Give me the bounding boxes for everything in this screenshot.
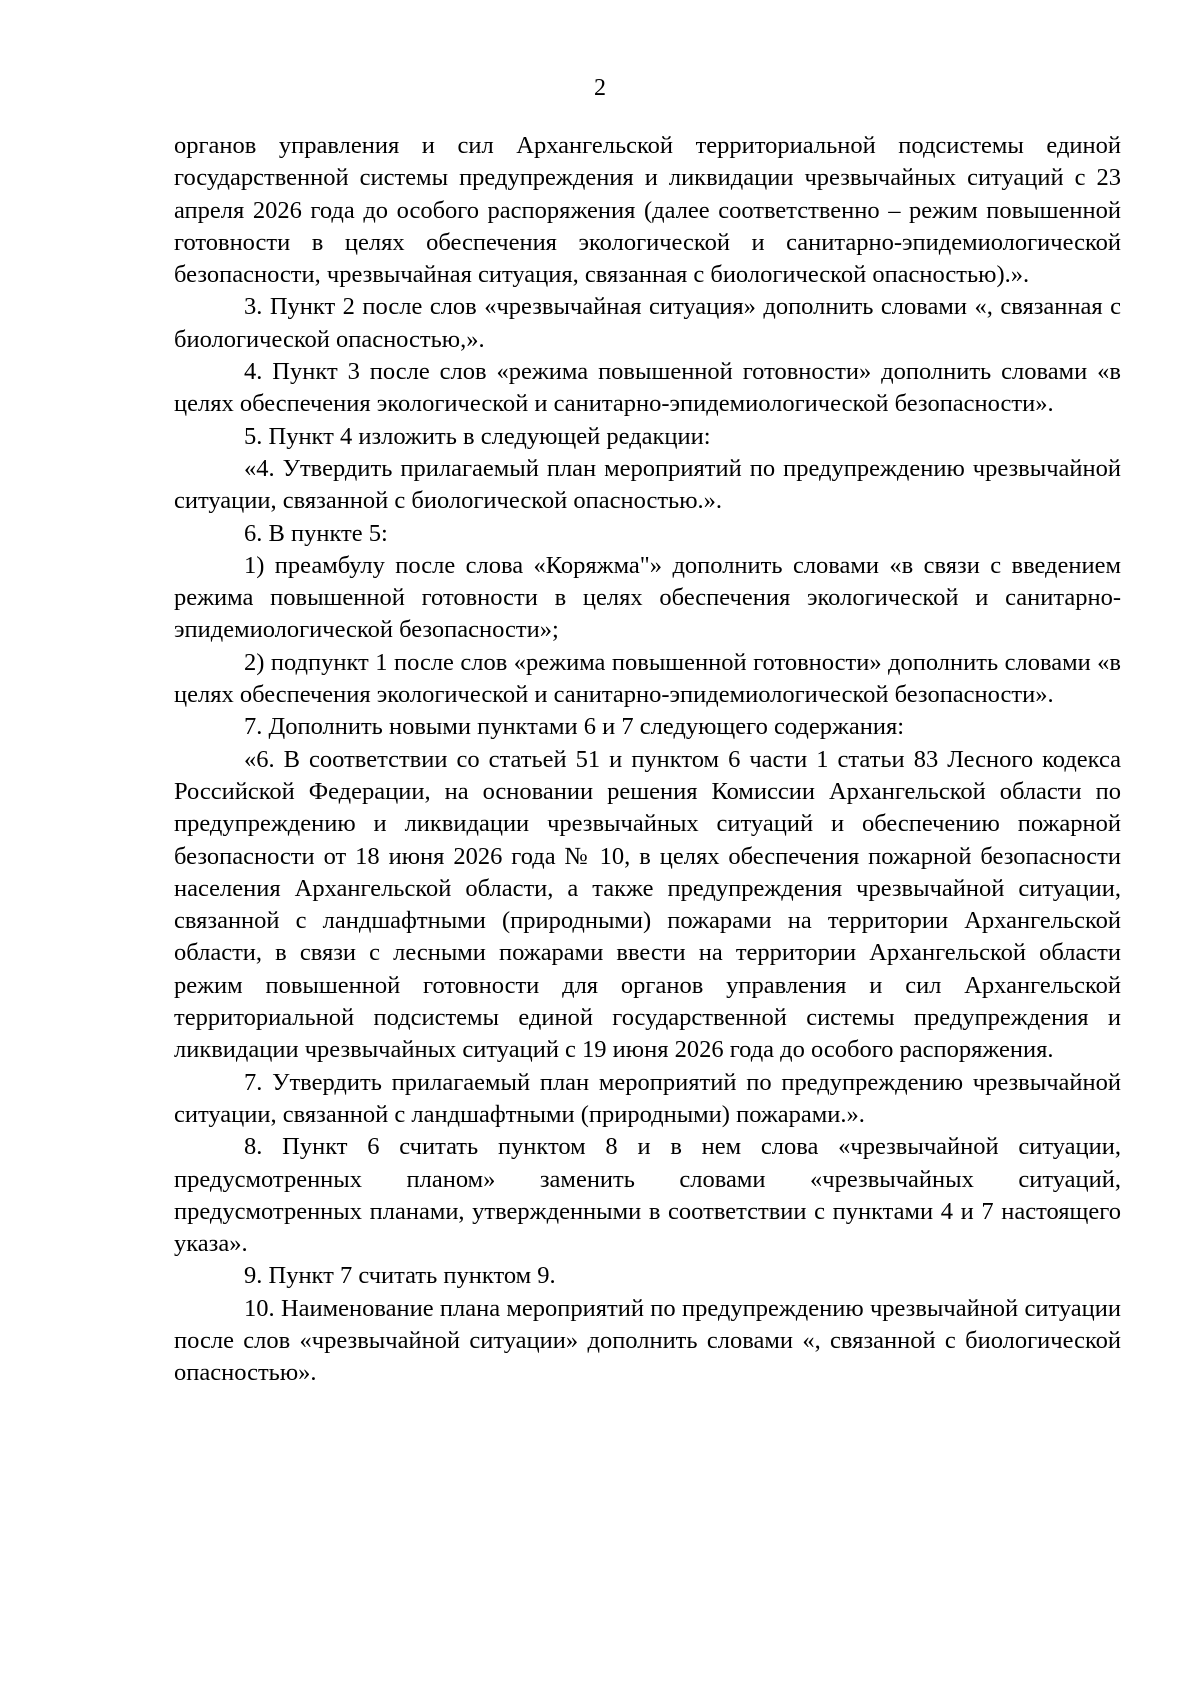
page-number: 2	[594, 75, 606, 101]
paragraph-continuation: органов управления и сил Архангельской территориальной подсистемы единой государственной системы предупреждения и ликвидации чрезвычайных ситуаций с 23 апреля 2026 года до особого распоряжения (далее соответственно – режим повышенной готовности в целях обеспечения экологической и санитарно-эпидемиологической безопасности, чрезвычайная ситуация, связанная с биологической опасностью).».	[174, 132, 1121, 289]
paragraph-item-3: 3. Пункт 2 после слов «чрезвычайная ситуация» дополнить словами «, связанная с биологической опасностью,».	[174, 293, 1121, 353]
paragraph-item-8: 8. Пункт 6 считать пунктом 8 и в нем слова «чрезвычайной ситуации, предусмотренных планом» заменить словами «чрезвычайных ситуаций, предусмотренных планами, утвержденными в соответствии с пунктами 4 и 7 настоящего указа».	[174, 1133, 1121, 1258]
paragraph-item-7-quote-6: «6. В соответствии со статьей 51 и пунктом 6 части 1 статьи 83 Лесного кодекса Российской Федерации, на основании решения Комиссии Архангельской области по предупреждению и ликвидации чрезвычайных ситуаций и обеспечению пожарной безопасности от 18 июня 2026 года № 10, в целях обеспечения пожарной безопасности населения Архангельской области, а также предупреждения чрезвычайной ситуации, связанной с ландшафтными (природными) пожарами на территории Архангельской области, в связи с лесными пожарами ввести на территории Архангельской области режим повышенной готовности для органов управления и сил Архангельской территориальной подсистемы единой государственной системы предупреждения и ликвидации чрезвычайных ситуаций с 19 июня 2026 года до особого распоряжения.	[174, 745, 1121, 1064]
paragraph-item-10: 10. Наименование плана мероприятий по предупреждению чрезвычайной ситуации после слов «чрезвычайной ситуации» дополнить словами «, связанной с биологической опасностью».	[174, 1294, 1121, 1387]
paragraph-item-5-quote: «4. Утвердить прилагаемый план мероприятий по предупреждению чрезвычайной ситуации, связанной с биологической опасностью.».	[174, 454, 1121, 515]
document-body	[174, 130, 1121, 1390]
paragraph-item-9: 9. Пункт 7 считать пунктом 9.	[244, 1262, 556, 1290]
paragraph-item-7: 7. Дополнить новыми пунктами 6 и 7 следующего содержания:	[244, 713, 905, 741]
paragraph-item-7-quote-7: 7. Утвердить прилагаемый план мероприятий по предупреждению чрезвычайной ситуации, связанной с ландшафтными (природными) пожарами.».	[174, 1068, 1121, 1128]
paragraph-item-5: 5. Пункт 4 изложить в следующей редакции:	[244, 422, 711, 450]
paragraph-item-6: 6. В пункте 5:	[244, 519, 388, 547]
paragraph-item-6-sub-2: 2) подпункт 1 после слов «режима повышенной готовности» дополнить словами «в целях обеспечения экологической и санитарно-эпидемиологической безопасности».	[174, 648, 1121, 709]
paragraph-item-6-sub-1: 1) преамбулу после слова «Коряжма"» дополнить словами «в связи с введением режима повышенной готовности в целях обеспечения экологической и санитарно-эпидемиологической безопасности»;	[174, 551, 1121, 644]
paragraph-item-4: 4. Пункт 3 после слов «режима повышенной готовности» дополнить словами «в целях обеспечения экологической и санитарно-эпидемиологической безопасности».	[174, 358, 1121, 418]
